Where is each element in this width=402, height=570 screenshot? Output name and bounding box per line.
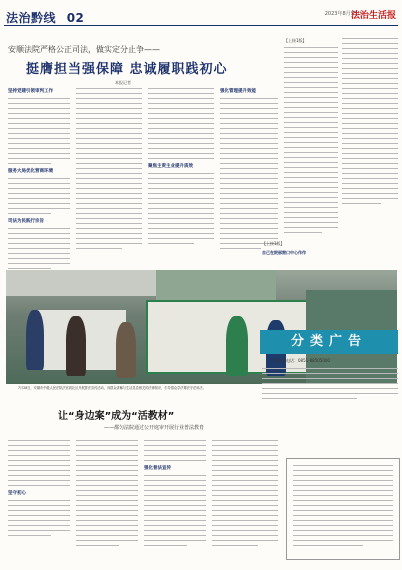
article-kicker: 安顺法院严格公正司法，做实定分止争—— — [8, 45, 160, 54]
issue-date: 2023年8月15日 — [324, 11, 362, 17]
subheading: 强化普法宣传 — [144, 466, 171, 471]
subheading: 自己在院部窗口中心作作 — [262, 250, 306, 255]
photo-caption: 7月28日，安顺市中级人民法院法官到社区开展普法宣传活动，向群众讲解与生活息息相关的法律知识，引导群众学法尊法守法用法。 — [18, 386, 206, 390]
article-byline: 本报记者 — [115, 80, 131, 85]
header-rule — [4, 25, 398, 26]
article-headline: 挺膺担当强保障 忠诚履职践初心 — [26, 62, 228, 77]
subheading: 司法为民践行宗旨 — [8, 219, 44, 224]
newspaper-logo: 法治生活报 — [350, 11, 396, 21]
continued-label: 【上接1版】 — [284, 38, 307, 43]
article-column-2 — [76, 88, 142, 253]
news-photo — [6, 270, 397, 384]
classified-ad-banner: 分类广告 — [260, 330, 398, 354]
article2-column-1 — [8, 440, 70, 540]
article-column-4 — [220, 88, 278, 253]
article2-column-3 — [144, 440, 206, 550]
right-column-2 — [342, 38, 398, 208]
article-column-1 — [8, 88, 70, 273]
subheading: 坚持党建引领审判工作 — [8, 89, 53, 94]
subheading: 服务大局优化营商环境 — [8, 169, 53, 174]
article2-subheadline: ——都匀法院通过公开庭审开展行业普法教育 — [104, 425, 205, 431]
ad-text — [262, 368, 398, 403]
ad-phone: 广告服务电话：0851-88505000 — [270, 358, 330, 363]
article2-column-2 — [76, 440, 138, 550]
subheading: 聚焦主责主业提升质效 — [148, 164, 193, 169]
continued-label: 【上接1版】 — [262, 241, 285, 246]
right-column-1 — [284, 38, 338, 237]
article2-column-4 — [212, 440, 278, 550]
subheading: 强化管理提升效能 — [220, 89, 256, 94]
ad-box — [286, 458, 400, 560]
article-column-3 — [148, 88, 214, 248]
section-title: 法治黔线 02 — [6, 11, 85, 25]
page-number: 02 — [66, 11, 85, 25]
article2-headline: 让“身边案”成为“活教材” — [58, 411, 175, 422]
subheading: 坚守初心 — [8, 491, 26, 496]
